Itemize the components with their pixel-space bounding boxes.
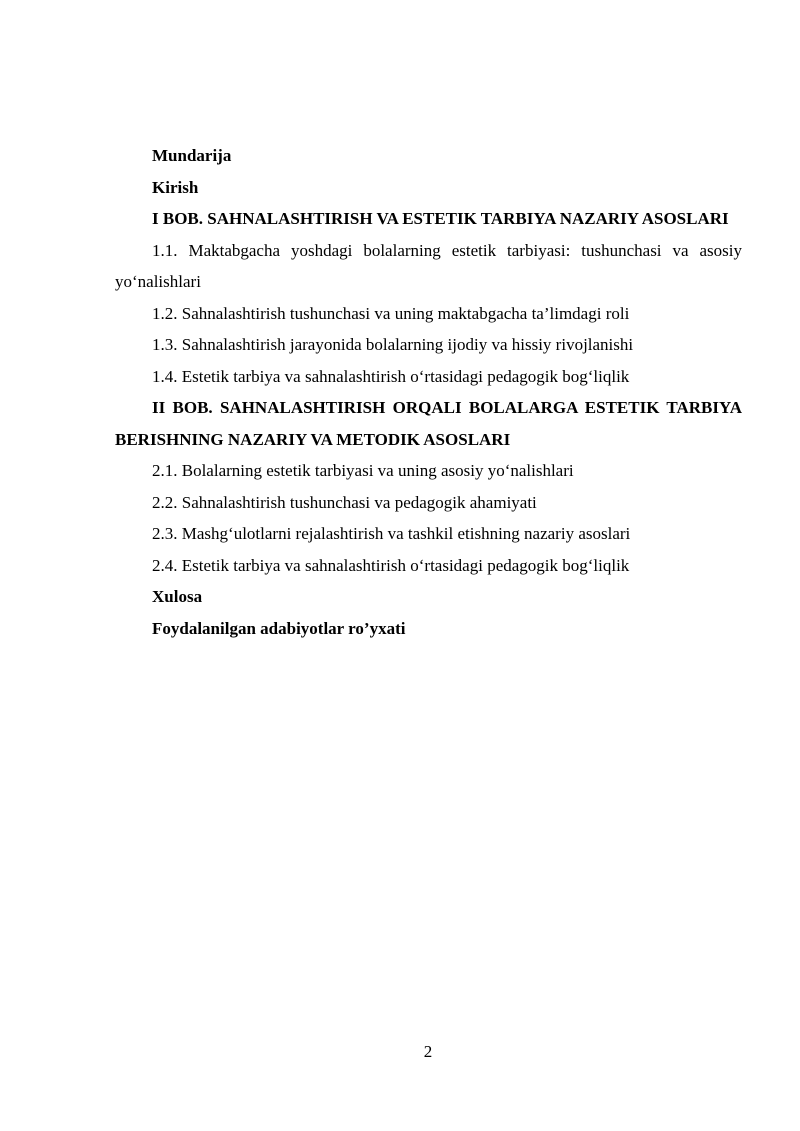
toc-item-section-2-1: 2.1. Bolalarning estetik tarbiyasi va uning asosiy yo‘nalishlari	[152, 461, 574, 480]
toc-item-chapter-1: I BOB. SAHNALASHTIRISH VA ESTETIK TARBIYA NAZARIY ASOSLARI	[152, 209, 729, 228]
toc-item-conclusion: Xulosa	[152, 587, 203, 606]
toc-item-section-2-2: 2.2. Sahnalashtirish tushunchasi va pedagogik ahamiyati	[152, 492, 537, 512]
toc-item-section-2-4: 2.4. Estetik tarbiya va sahnalashtirish o‘rtasidagi pedagogik bog‘liqlik	[152, 555, 630, 575]
page-number: 2	[423, 1042, 433, 1061]
toc-item-section-1-4: 1.4. Estetik tarbiya va sahnalashtirish o‘rtasidagi pedagogik bog‘liqlik	[152, 366, 630, 386]
toc-item-section-1-3: 1.3. Sahnalashtirish jarayonida bolalarning ijodiy va hissiy rivojlanishi	[152, 335, 634, 354]
toc-heading: Mundarija	[152, 146, 232, 165]
toc-item-chapter-2: II BOB. SAHNALASHTIRISH ORQALI BOLALARGA ESTETIK TARBIYA BERISHNING NAZARIY VA METODIK ASOSLARI	[115, 398, 742, 449]
table-of-contents	[115, 140, 742, 644]
toc-item-section-1-2: 1.2. Sahnalashtirish tushunchasi va uning maktabgacha ta’limdagi roli	[152, 303, 630, 323]
toc-item-introduction: Kirish	[152, 177, 199, 197]
toc-item-section-1-1: 1.1. Maktabgacha yoshdagi bolalarning estetik tarbiyasi: tushunchasi va asosiy yo‘nalishlari	[115, 240, 742, 291]
toc-item-references: Foydalanilgan adabiyotlar ro’yxati	[152, 618, 406, 638]
toc-item-section-2-3: 2.3. Mashg‘ulotlarni rejalashtirish va tashkil etishning nazariy asoslari	[152, 524, 631, 543]
